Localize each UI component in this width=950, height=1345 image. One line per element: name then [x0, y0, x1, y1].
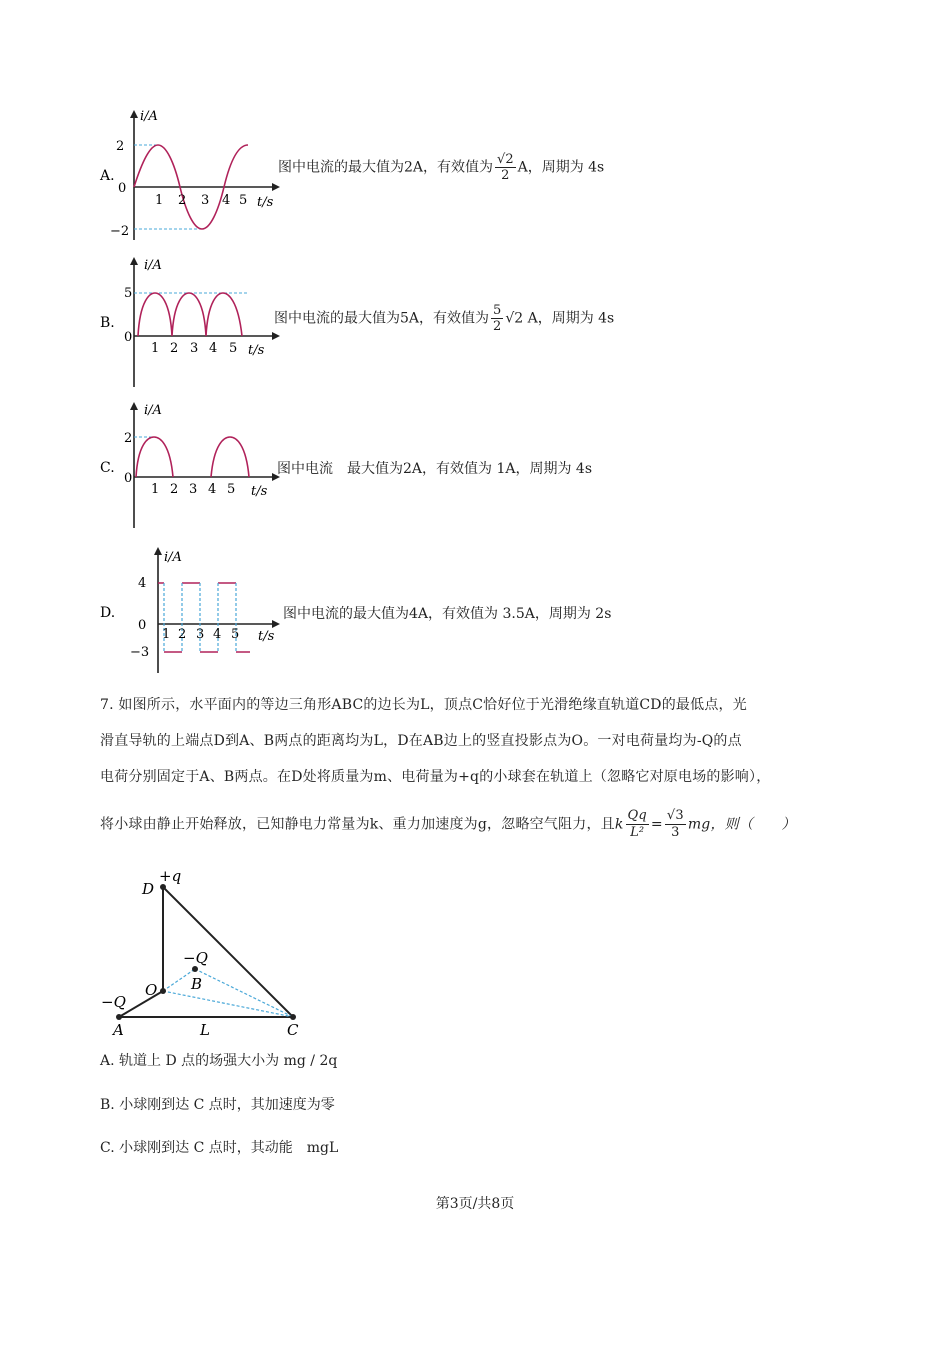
option-a-ytick-neg2: −2 [110, 224, 130, 239]
fig-label-plus-q: +q [159, 867, 182, 885]
option-c-ylabel: i/A [144, 403, 162, 418]
triangle-figure [95, 865, 325, 1040]
option-d-xtick-5: 5 [231, 627, 240, 642]
choice-a: A. 轨道上 D 点的场强大小为 mg / 2q [100, 1053, 338, 1069]
option-d-xlabel: t/s [258, 629, 275, 644]
option-b-frac-den: 2 [493, 319, 502, 334]
option-b-text-pre: 图中电流的最大值为5A，有效值为 [274, 310, 490, 327]
fig-label-L: L [200, 1021, 210, 1039]
question-frac-qq [626, 808, 649, 841]
option-d-ytick-neg3: −3 [130, 645, 150, 660]
option-a-graph [98, 110, 288, 245]
question-frac-sqrt3-num: √3 [666, 808, 684, 823]
option-b-ytick-0: 0 [124, 330, 133, 345]
option-a-text-pre: 图中电流的最大值为2A，有效值为 [278, 159, 494, 176]
fig-label-A: A [113, 1021, 124, 1039]
option-c-ytick-0: 0 [124, 471, 133, 486]
question-k: k [614, 816, 624, 833]
option-a-ytick-0: 0 [118, 181, 127, 196]
option-b-text-post: √2 A，周期为 4s [505, 310, 615, 327]
option-a-xtick-3: 3 [201, 193, 210, 208]
option-c-xtick-2: 2 [170, 482, 179, 497]
option-a-xtick-4: 4 [222, 193, 231, 208]
option-d-text: 图中电流的最大值为4A，有效值为 3.5A，周期为 2s [283, 606, 612, 622]
option-b-letter: B. [100, 315, 115, 331]
choice-b: B. 小球刚到达 C 点时，其加速度为零 [100, 1097, 335, 1113]
question-line-2: 滑直导轨的上端点D到A、B两点的距离均为L，D在AB边上的竖直投影点为O。一对电荷量均为-Q的点 [100, 733, 742, 749]
question-line-1: 7. 如图所示，水平面内的等边三角形ABC的边长为L，顶点C恰好位于光滑绝缘直轨道CD的最低点，光 [100, 697, 747, 713]
page-footer: 第3页/共8页 [435, 1196, 515, 1212]
option-b-graph [98, 255, 288, 390]
option-d-ytick-0: 0 [138, 618, 147, 633]
option-a-frac-den: 2 [501, 168, 510, 183]
fig-label-minus-Q-A: −Q [101, 993, 126, 1011]
fig-label-B: B [191, 975, 203, 993]
option-c-half-wave [136, 437, 249, 477]
question-frac-qq-num: Qq [627, 808, 647, 823]
option-b-frac-num: 5 [493, 303, 502, 318]
fig-label-minus-Q-B: −Q [183, 949, 208, 967]
option-a-frac-num: √2 [497, 152, 514, 167]
option-c-text: 图中电流 最大值为2A，有效值为 1A，周期为 4s [277, 461, 593, 477]
option-a-xlabel: t/s [257, 195, 274, 210]
option-a-ytick-2: 2 [116, 139, 125, 154]
fig-label-C: C [287, 1021, 299, 1039]
option-d-xtick-2: 2 [178, 627, 187, 642]
option-c-ytick-2: 2 [124, 431, 133, 446]
option-d-xtick-4: 4 [213, 627, 222, 642]
option-c-letter: C. [100, 460, 115, 476]
option-d-graph [98, 545, 288, 675]
option-a-text-post: A，周期为 4s [517, 159, 605, 176]
option-c-graph [98, 400, 288, 530]
option-b-ylabel: i/A [144, 258, 162, 273]
option-c-xtick-5: 5 [227, 482, 236, 497]
option-c-xlabel: t/s [251, 484, 268, 499]
question-frac-sqrt3-den: 3 [671, 825, 680, 840]
option-a-letter: A. [100, 168, 115, 184]
option-b-xtick-2: 2 [170, 341, 179, 356]
option-d-xtick-1: 1 [162, 627, 171, 642]
option-a-xtick-1: 1 [155, 193, 164, 208]
question-frac-sqrt3 [665, 808, 686, 841]
option-b-rectified-wave [138, 293, 242, 336]
fig-label-D: D [142, 880, 155, 898]
question-line-4-pre: 将小球由静止开始释放，已知静电力常量为k、重力加速度为g，忽略空气阻力，且 [100, 816, 615, 833]
option-a-xtick-2: 2 [178, 193, 187, 208]
option-b-xtick-1: 1 [151, 341, 160, 356]
option-b-fraction [491, 303, 503, 334]
option-b-xtick-3: 3 [190, 341, 199, 356]
option-b-xtick-5: 5 [229, 341, 238, 356]
option-d-letter: D. [100, 605, 116, 621]
fig-label-O: O [145, 981, 158, 999]
question-line-3: 电荷分别固定于A、B两点。在D处将质量为m、电荷量为+q的小球套在轨道上（忽略它对原电场的影响）， [100, 769, 771, 785]
choice-c: C. 小球刚到达 C 点时，其动能 mgL [100, 1140, 339, 1156]
option-d-ylabel: i/A [164, 550, 182, 565]
question-frac-qq-den: L² [630, 825, 645, 840]
option-a-text [278, 152, 604, 183]
question-eq: = [650, 816, 663, 833]
question-line-4-post: mg，则（ ） [687, 816, 796, 833]
option-c-xtick-4: 4 [208, 482, 217, 497]
option-b-xlabel: t/s [248, 343, 265, 358]
option-c-xtick-1: 1 [151, 482, 160, 497]
option-c-xtick-3: 3 [189, 482, 198, 497]
option-a-xtick-5: 5 [239, 193, 248, 208]
option-b-text [274, 303, 614, 334]
question-line-4 [100, 808, 796, 841]
option-a-fraction [495, 152, 516, 183]
option-b-ytick-5: 5 [124, 286, 133, 301]
option-b-xtick-4: 4 [209, 341, 218, 356]
option-a-ylabel: i/A [140, 110, 158, 124]
option-d-ytick-4: 4 [138, 576, 147, 591]
option-d-xtick-3: 3 [196, 627, 205, 642]
